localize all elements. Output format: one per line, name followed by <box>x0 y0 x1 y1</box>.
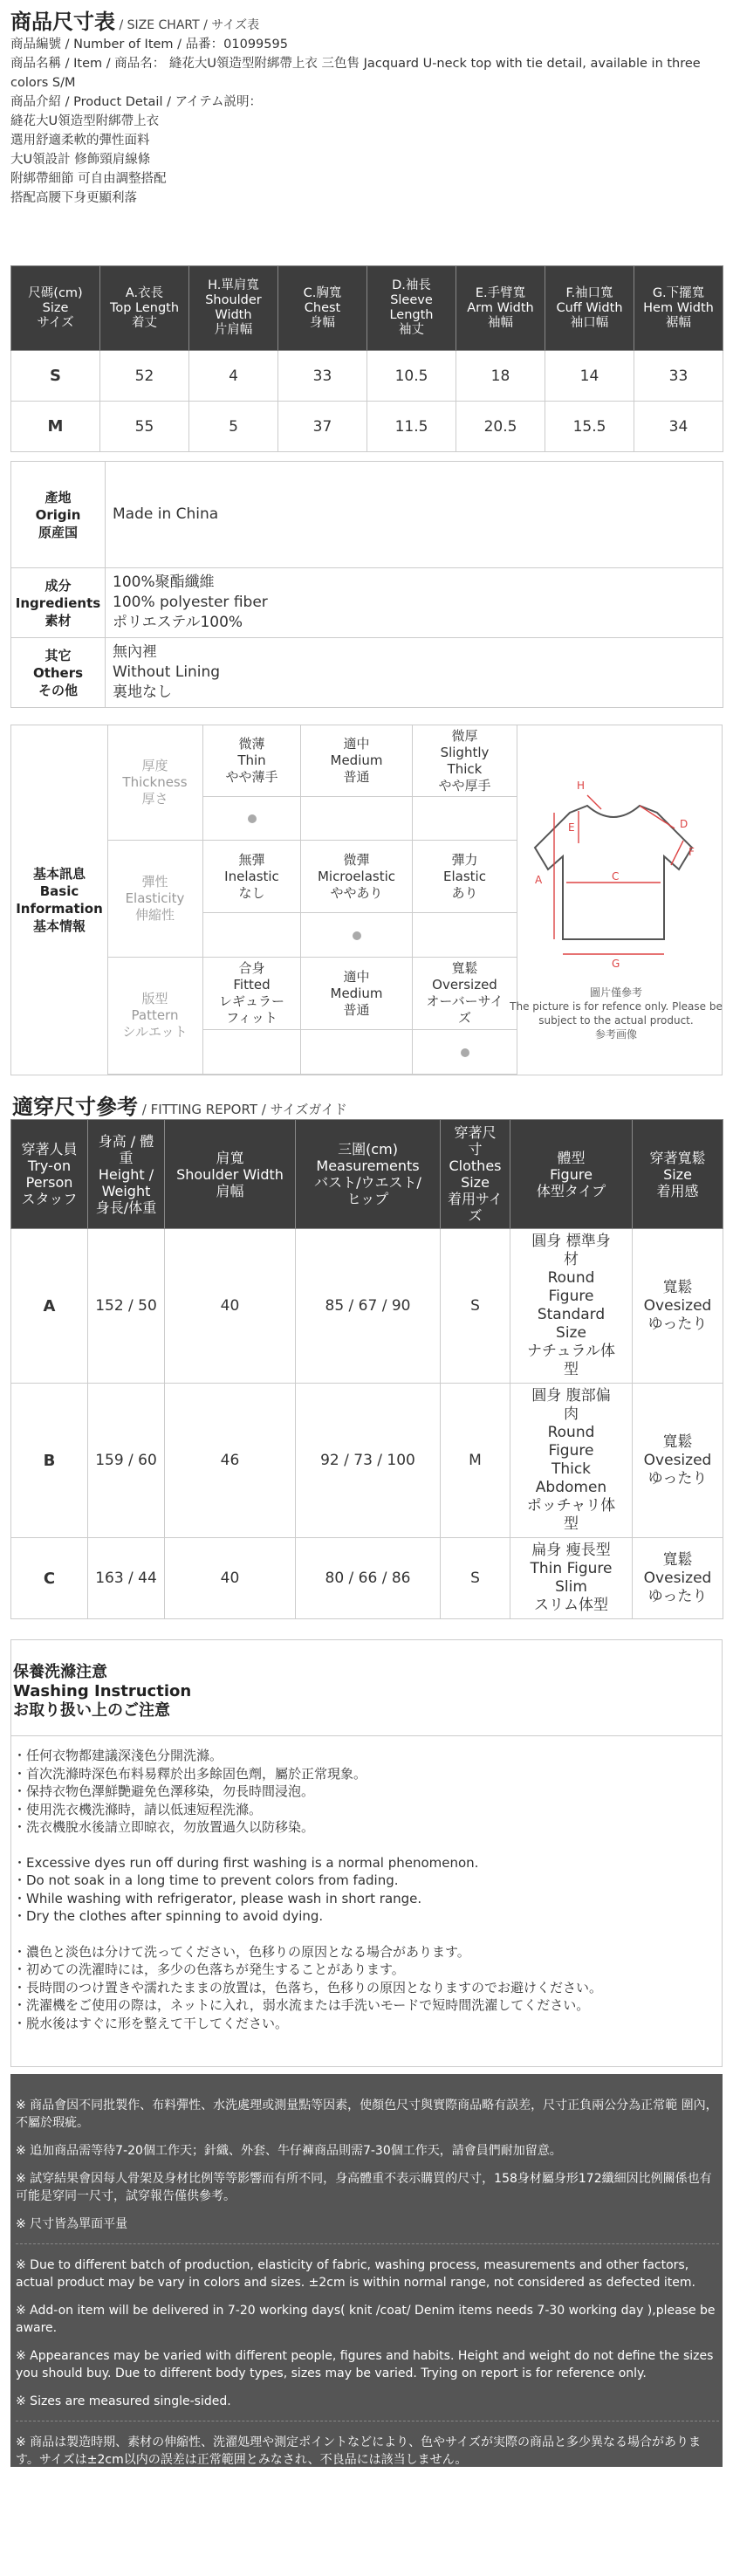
washing-item: ・脱水後はすぐに形を整えて干してください。 <box>13 2015 289 2031</box>
header-line: 縫花大U領造型附綁帶上衣 <box>10 114 160 128</box>
height-weight: 163 / 44 <box>88 1538 165 1619</box>
size-cell: 34 <box>634 402 723 452</box>
clothes-size: M <box>441 1384 510 1538</box>
measurements: 80 / 66 / 86 <box>296 1538 441 1619</box>
notice-item: ※ Appearances may be varied with different people, figures and habits. Height and weight do not define the sizes you should buy. Due to different body types, sizes may be varied. Trying on report is for reference only. <box>16 2349 714 2380</box>
pattern-selector <box>301 1030 413 1075</box>
washing-group <box>13 1943 711 2033</box>
washing-item: ・Dry the clothes after spinning to avoid dying. <box>13 1908 324 1924</box>
size-cell: 14 <box>545 351 634 402</box>
size-chart-subtitle: / SIZE CHART / サイズ表 <box>115 18 260 32</box>
size-cell: 11.5 <box>367 402 456 452</box>
washing-item: ・Excessive dyes run off during first washing is a normal phenomenon. <box>13 1854 479 1871</box>
notice-item: ※ 商品は製造時期、素材の伸縮性、洗濯処理や測定ポイントなどにより、色やサイズが実際の商品と多少異なる場合がありま す。サイズは±2cm以内の誤差は正常範囲とみなされ、不良品には該当しません。 <box>16 2435 702 2467</box>
washing-group <box>13 1854 711 1926</box>
size-col-header: C.胸寬 Chest 身幅 <box>278 266 367 351</box>
notice-item: ※ 試着結果は、個人の体型や着用感、着こなしにより異なる場合があります。試着レポートは参考程度にご覧ください。 <box>16 2481 677 2495</box>
notice-item: ※ Due to different batch of production, elasticity of fabric, washing process, measurements and other factors, actual product may be vary in colors and sizes. ±2cm is within normal range, not considered as defected item. <box>16 2258 695 2290</box>
washing-item: ・洗濯機をご使用の際は，ネットに入れ，弱水流または手洗いモードで短時間洗濯してください。 <box>13 1997 590 2013</box>
washing-item: ・使用洗衣機洗滌時，請以低速短程洗滌。 <box>13 1801 263 1817</box>
size-cell: 10.5 <box>367 351 456 402</box>
fitting-col-header: 肩寬 Shoulder Width 肩幅 <box>165 1120 296 1229</box>
header-line: 商品編號 / Number of Item / 品番：01099595 <box>10 38 288 52</box>
height-weight: 159 / 60 <box>88 1384 165 1538</box>
selected-dot-icon <box>353 931 361 940</box>
notice-panel <box>10 2074 723 2523</box>
notice-item: ※ 商品會因不同批製作、布料彈性、水洗處理或測量點等因素，使顏色尺寸與實際商品略有誤差，尺寸正負兩公分為正常範 圍內，不屬於瑕疵。 <box>16 2099 718 2130</box>
fit-feel: 寬鬆 Ovesized ゆったり <box>633 1538 723 1619</box>
fit-feel: 寬鬆 Ovesized ゆったり <box>633 1384 723 1538</box>
washing-item: ・While washing with refrigerator, please wash in short range. <box>13 1890 422 1906</box>
basic-info-label: 基本訊息 Basic Information 基本情報 <box>11 725 108 1075</box>
washing-item: ・保持衣物色澤鮮艷避免色澤移染，勿長時間浸泡。 <box>13 1783 315 1799</box>
height-weight: 152 / 50 <box>88 1229 165 1384</box>
size-col-header: 尺碼(cm) Size サイズ <box>11 266 100 351</box>
fitting-col-header: 體型 Figure 体型タイプ <box>510 1120 633 1229</box>
diagram-caption: 圖片僅參考 The picture is for refence only. Please be subject to the actual product. 参考画像 <box>510 986 723 1041</box>
elasticity-option: 無彈 Inelastic なし <box>203 841 301 913</box>
size-cell: 52 <box>100 351 189 402</box>
washing-item: ・初めての洗濯時には，多少の色落ちが発生することがあります。 <box>13 1961 405 1977</box>
diagram-letter: A <box>535 874 543 886</box>
selected-dot-icon <box>248 814 257 823</box>
diagram-letter: C <box>612 870 620 883</box>
elasticity-option: 微彈 Microelastic ややあり <box>301 841 413 913</box>
size-cell: 18 <box>456 351 545 402</box>
elasticity-selector <box>203 913 301 958</box>
thickness-label: 厚度 Thickness 厚さ <box>107 725 203 841</box>
elasticity-option: 彈力 Elastic あり <box>413 841 517 913</box>
fit-feel: 寬鬆 Ovesized ゆったり <box>633 1229 723 1384</box>
size-cell: 4 <box>189 351 278 402</box>
size-cell: 33 <box>278 351 367 402</box>
measurements: 92 / 73 / 100 <box>296 1384 441 1538</box>
size-col-header: G.下擺寬 Hem Width 裾幅 <box>634 266 723 351</box>
origin-label: 產地 Origin 原産国 <box>11 462 106 568</box>
size-cell: 55 <box>100 402 189 452</box>
notice-item: ※ 尺寸皆為單面平量 <box>16 2217 128 2231</box>
pattern-label: 版型 Pattern シルエット <box>107 958 203 1075</box>
others-row <box>11 638 723 708</box>
washing-item: ・Do not soak in a long time to prevent colors from fading. <box>13 1872 399 1888</box>
header-line: 選用舒適柔軟的彈性面料 <box>10 134 150 148</box>
figure-type: 圓身 標準身 材 Round Figure Standard Size ナチュラル体 型 <box>510 1229 633 1384</box>
others-value: 無內裡 Without Lining 裏地なし <box>106 638 723 708</box>
figure-type: 扁身 瘦長型 Thin Figure Slim スリム体型 <box>510 1538 633 1619</box>
fitting-row <box>11 1229 723 1384</box>
garment-diagram <box>509 725 723 1075</box>
notice-divider <box>16 2243 719 2244</box>
size-cell: 5 <box>189 402 278 452</box>
diagram-letter: G <box>612 958 620 970</box>
pattern-option: 適中 Medium 普通 <box>301 958 413 1030</box>
person-label: C <box>11 1538 88 1619</box>
washing-item: ・長時間のつけ置きや濡れたままの放置は，色落ち，色移りの原因となりますのでお避けください。 <box>13 1979 603 1996</box>
size-table-header-row <box>11 266 723 351</box>
washing-item: ・濃色と淡色は分けて洗ってください，色移りの原因となる場合があります。 <box>13 1943 470 1960</box>
clothes-size: S <box>441 1229 510 1384</box>
size-row <box>11 402 723 452</box>
others-label: 其它 Others その他 <box>11 638 106 708</box>
notice-item: ※ Sizes are measured single-sided. <box>16 2394 231 2408</box>
header-line: 大U領設計 修飾頸肩線條 <box>10 153 151 167</box>
washing-item: ・任何衣物都建議深淺色分開洗滌。 <box>13 1748 223 1763</box>
thickness-option: 微薄 Thin やや薄手 <box>203 725 301 797</box>
fitting-col-header: 三圍(cm) Measurements バスト/ウエスト/ ヒップ <box>296 1120 441 1229</box>
fitting-header-row <box>11 1120 723 1229</box>
product-header <box>10 12 726 208</box>
size-col-header: E.手臂寬 Arm Width 袖幅 <box>456 266 545 351</box>
size-cell: 15.5 <box>545 402 634 452</box>
elasticity-selector <box>413 913 517 958</box>
notice-item: ※ サイズはすべて片面平置きでの採寸となります。 <box>16 2509 297 2523</box>
figure-type: 圓身 腹部偏 肉 Round Figure Thick Abdomen ポッチャリ体 型 <box>510 1384 633 1538</box>
shoulder-width: 40 <box>165 1538 296 1619</box>
diagram-letter: D <box>680 818 688 830</box>
pattern-selector <box>203 1030 301 1075</box>
ingredients-row <box>11 568 723 638</box>
ingredients-value: 100%聚酯纖維 100% polyester fiber ポリエステル100% <box>106 568 723 638</box>
notice-item: ※ Add-on item will be delivered in 7-20 working days( knit /coat/ Denim items needs 7-30 working day ),please be aware. <box>16 2304 716 2335</box>
notice-item: ※ 追加商品需等待7-20個工作天；針織、外套、牛仔褲商品則需7-30個工作天，請會員們耐加留意。 <box>16 2144 562 2158</box>
header-line: 搭配高腰下身更顯利落 <box>10 191 137 205</box>
fitting-row <box>11 1538 723 1619</box>
size-row <box>11 351 723 402</box>
washing-title: 保養洗滌注意 Washing Instruction お取り扱い上のご注意 <box>11 1640 722 1736</box>
size-col-header: H.單肩寬 Shoulder Width 片肩幅 <box>189 266 278 351</box>
size-cell: 33 <box>634 351 723 402</box>
thickness-selector <box>301 797 413 841</box>
product-info-table <box>10 461 723 708</box>
person-label: B <box>11 1384 88 1538</box>
diagram-letter: F <box>688 846 695 858</box>
clothes-size: S <box>441 1538 510 1619</box>
diagram-letter: H <box>577 780 586 792</box>
basic-info-panel <box>10 725 723 1075</box>
elasticity-label: 彈性 Elasticity 伸縮性 <box>107 841 203 958</box>
size-chart-title: 商品尺寸表 <box>10 10 115 34</box>
pattern-option: 寬鬆 Oversized オーバーサイ ズ <box>413 958 517 1030</box>
origin-row <box>11 462 723 568</box>
header-line: 附綁帶細節 可自由調整搭配 <box>10 172 167 186</box>
fitting-col-header: 穿著寬鬆 Size 着用感 <box>633 1120 723 1229</box>
size-col-header: F.袖口寬 Cuff Width 袖口幅 <box>545 266 634 351</box>
shoulder-width: 40 <box>165 1229 296 1384</box>
size-cell: 20.5 <box>456 402 545 452</box>
selected-dot-icon <box>461 1048 469 1057</box>
washing-group <box>13 1747 711 1837</box>
thickness-selector <box>413 797 517 841</box>
origin-value: Made in China <box>106 462 723 568</box>
pattern-option: 合身 Fitted レギュラー フィット <box>203 958 301 1030</box>
size-cell: 37 <box>278 402 367 452</box>
header-line: 商品名稱 / Item / 商品名： 縫花大U領造型附綁帶上衣 三色售 Jacquard U-neck top with tie detail, available in three colors S/M <box>10 57 701 90</box>
shoulder-width: 46 <box>165 1384 296 1538</box>
thickness-option: 微厚 Slightly Thick やや厚手 <box>413 725 517 797</box>
washing-item: ・洗衣機脫水後請立即晾衣，勿放置過久以防移染。 <box>13 1819 315 1835</box>
fitting-report-title: 適穿尺寸參考 / FITTING REPORT / サイズガイド <box>12 1095 347 1119</box>
fitting-row <box>11 1384 723 1538</box>
notice-item: ※ 試穿結果會因每人骨架及身材比例等等影響而有所不同，身高體重不表示購買的尺寸，158身材屬身形172纖細因比例關係也有可能是穿同一尺寸，試穿報告僅供參考。 <box>16 2172 712 2203</box>
size-label: M <box>11 402 100 452</box>
size-table <box>10 265 723 452</box>
fitting-table <box>10 1119 723 1619</box>
fitting-col-header: 穿著尺 寸 Clothes Size 着用サイ ズ <box>441 1120 510 1229</box>
fitting-col-header: 穿著人員 Try-on Person スタッフ <box>11 1120 88 1229</box>
size-col-header: D.袖長 Sleeve Length 袖丈 <box>367 266 456 351</box>
washing-item: ・首次洗滌時深色布料易釋於出多餘固色劑，屬於正常現象。 <box>13 1765 367 1782</box>
measurements: 85 / 67 / 90 <box>296 1229 441 1384</box>
diagram-letter: E <box>568 821 575 834</box>
washing-instruction-panel <box>10 1639 723 2067</box>
size-label: S <box>11 351 100 402</box>
header-line: 商品介紹 / Product Detail / アイテム説明： <box>10 95 263 109</box>
thickness-option: 適中 Medium 普通 <box>301 725 413 797</box>
person-label: A <box>11 1229 88 1384</box>
fitting-col-header: 身高 / 體 重 Height / Weight 身長/体重 <box>88 1120 165 1229</box>
washing-list <box>13 1747 711 2050</box>
ingredients-label: 成分 Ingredients 素材 <box>11 568 106 638</box>
size-col-header: A.衣長 Top Length 着丈 <box>100 266 189 351</box>
